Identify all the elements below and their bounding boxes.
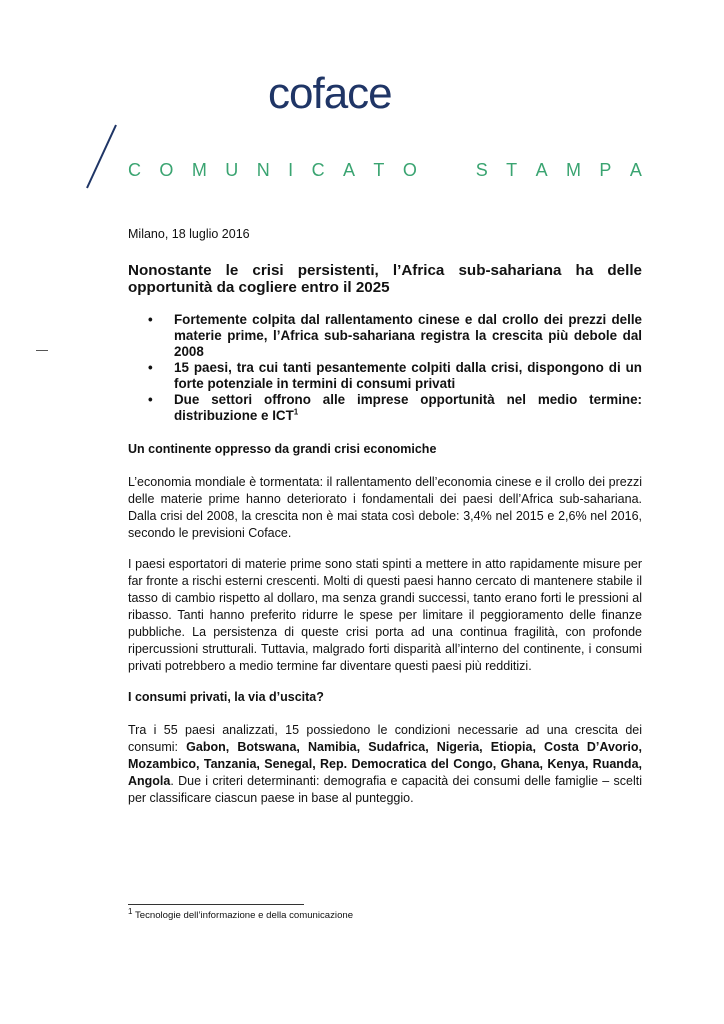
section-heading: I consumi privati, la via d’uscita? xyxy=(128,690,324,704)
key-point: • Due settori offrono alle imprese opportunità nel medio termine: distribuzione e ICT$^1$ xyxy=(148,392,642,423)
footnote-ref: 1 xyxy=(293,407,299,417)
comunicato-stampa-banner: C O M U N I C A T O S T A M P A xyxy=(128,160,642,180)
headline: Nonostante le crisi persistenti, l’Africa sub-sahariana ha delle opportunità da cogliere entro il 2025 xyxy=(128,262,642,296)
svg-text:coface: coface xyxy=(268,74,392,116)
footnote: $^1$ Tecnologie dell’informazione e della comunicazione xyxy=(128,906,354,921)
bullet-icon: • xyxy=(148,360,153,375)
key-point: • 15 paesi, tra cui tanti pesantemente colpiti dalla crisi, dispongono di un forte potenziale in termini di consumi privati xyxy=(148,360,642,391)
paragraph: L’economia mondiale è tormentata: il rallentamento dell’economia cinese e il crollo dei prezzi delle materie prime hanno deteriorato i fondamentali dei paesi dell’Africa sub-sahariana. Dalla crisi del 2008, la crescita non è mai stata così debole: 3,4% nel 2015 e 2,6% nel 2016, secondo le previsioni Coface. xyxy=(128,475,642,540)
press-release-date: Milano, 18 luglio 2016 xyxy=(128,226,250,241)
country-list: Gabon, Botswana, Namibia, Sudafrica, Nigeria, Etiopia, Costa D’Avorio, Mozambico, Tanzania, Senegal, Rep. Democratica del Congo, Ghana, Kenya, Ruanda, Angola xyxy=(128,740,642,788)
bullet-icon: • xyxy=(148,312,153,327)
key-point: • Fortemente colpita dal rallentamento cinese e dal crollo dei prezzi delle materie prime, l’Africa sub-sahariana registra la crescita più debole dal 2008 xyxy=(148,312,642,359)
paragraph: Tra i 55 paesi analizzati, 15 possiedono le condizioni necessarie ad una crescita dei consumi: Gabon, Botswana, Namibia, Sudafrica, Nigeria, Etiopia, Costa D’Avorio, Mozambico, Tanzania, Senegal, Rep. Democratica del Congo, Ghana, Kenya, Ruanda, Angola. Due i criteri determinanti: demografia e capacità dei consumi delle famiglie – scelti per classificare ciascun paese in base al punteggio. xyxy=(128,723,642,805)
bullet-icon: • xyxy=(148,392,153,407)
footnote-divider xyxy=(128,904,304,905)
paragraph: I paesi esportatori di materie prime sono stati spinti a mettere in atto rapidamente misure per far fronte a rischi esterni crescenti. Molti di questi paesi hanno cercato di mantenere stabile il tasso di cambio rispetto al dollaro, ma senza grandi successi, tanto erano forti le pressioni al ribasso. Tanti hanno preferito ridurre le spese per limitare il peggioramento delle finanze pubbliche. La persistenza di queste crisi porta ad una continua fragilità, con profonde ripercussioni strutturali. Tuttavia, malgrado forti disparità all’interno del continente, i consumi privati potrebbero a medio termine far diventare questi paesi più redditizi. xyxy=(128,557,642,673)
decorative-slash xyxy=(84,124,120,195)
key-points-list xyxy=(128,312,642,424)
margin-mark xyxy=(36,350,48,351)
coface-logo xyxy=(268,74,452,116)
section-heading: Un continente oppresso da grandi crisi economiche xyxy=(128,442,437,456)
